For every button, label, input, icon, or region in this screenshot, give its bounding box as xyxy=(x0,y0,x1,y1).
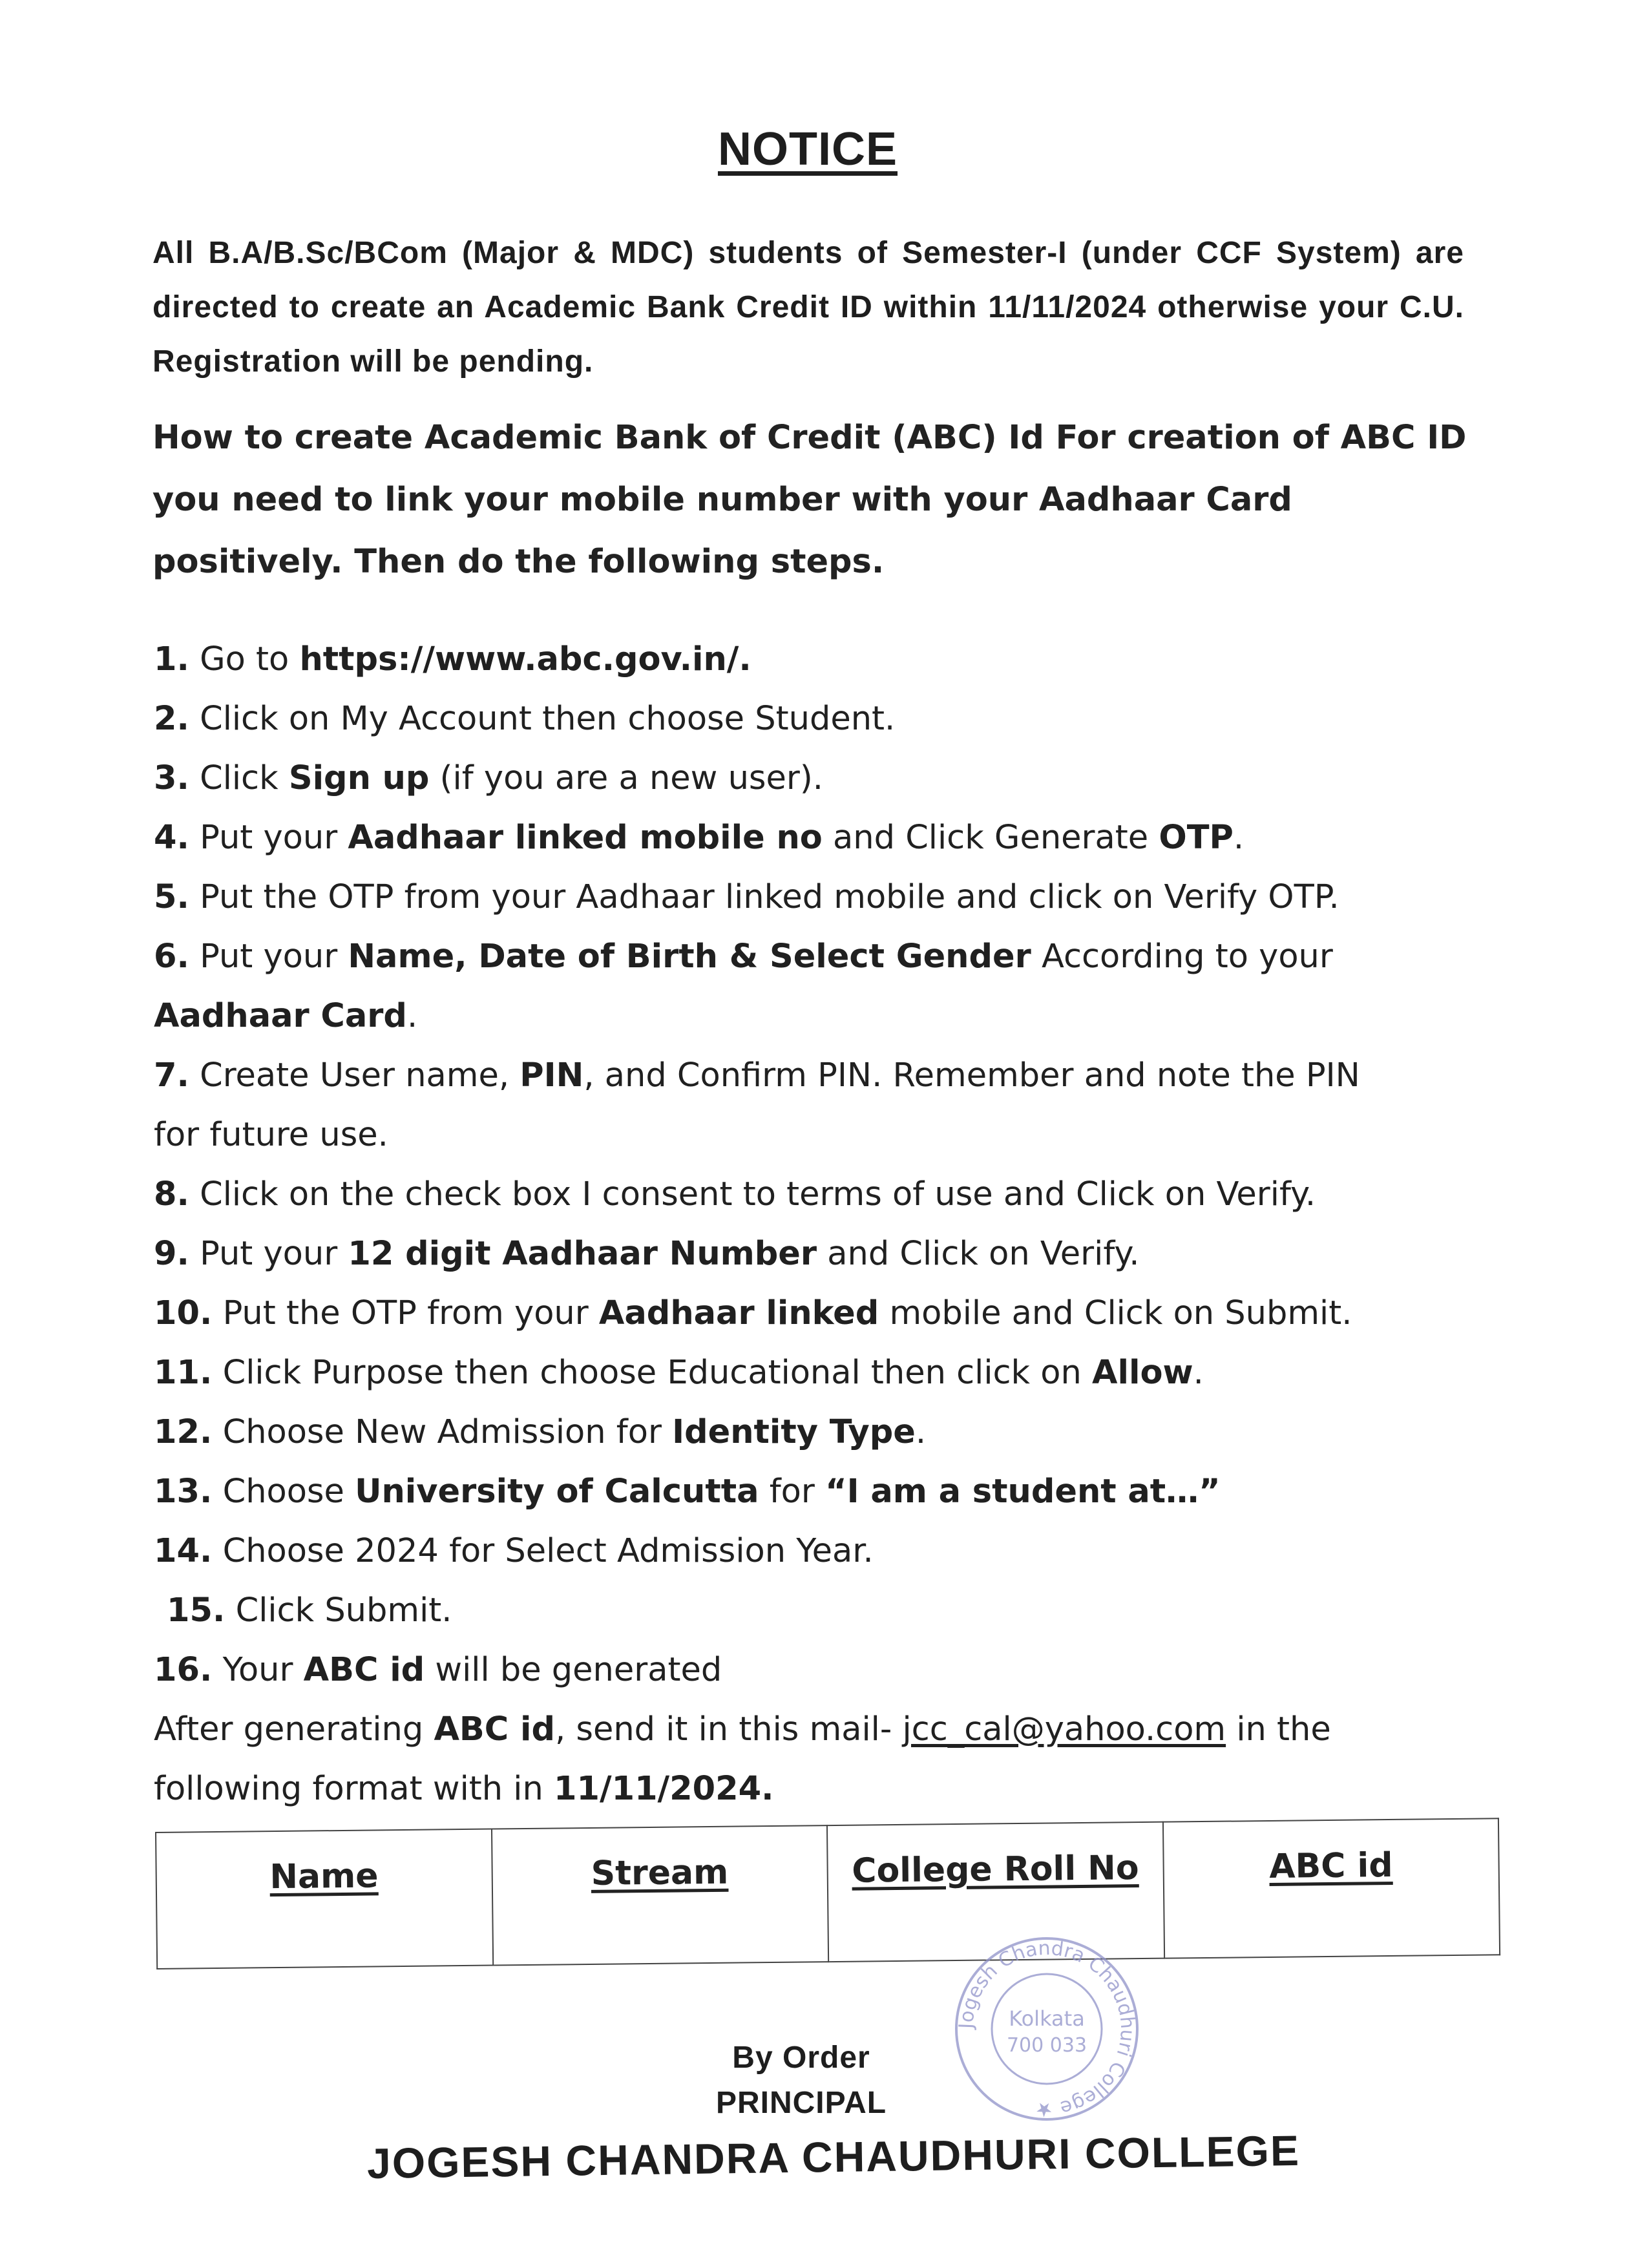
step-line xyxy=(154,1046,1485,1106)
step-number: 7. xyxy=(154,1056,189,1095)
step-emphasis: Name, Date of Birth & Select Gender xyxy=(348,938,1031,976)
college-name: JOGESH CHANDRA CHAUDHURI COLLEGE xyxy=(366,2126,1301,2188)
step-text: . xyxy=(1233,819,1245,857)
after-text-mid: , send it in this mail- xyxy=(554,1710,903,1748)
by-order: By Order xyxy=(732,2041,870,2075)
after-text: After generating xyxy=(154,1710,434,1748)
step-text: (if you are a new user). xyxy=(429,759,823,797)
deadline-date: 11/11/2024. xyxy=(553,1770,774,1808)
step-emphasis: 12 digit Aadhaar Number xyxy=(348,1235,817,1273)
step-number: 1. xyxy=(154,640,189,678)
step-emphasis: “I am a student at…” xyxy=(825,1473,1221,1511)
step-number: 4. xyxy=(154,819,189,857)
step-text: Choose 2024 for Select Admission Year. xyxy=(222,1532,874,1570)
step-emphasis: Aadhaar Card xyxy=(154,997,407,1035)
steps-container xyxy=(154,630,1485,1700)
step-number: 8. xyxy=(154,1175,189,1213)
after-instructions xyxy=(154,1700,1485,1819)
step-text: Put your xyxy=(200,819,348,857)
step-line xyxy=(154,1641,1485,1700)
step-emphasis: ABC id xyxy=(303,1651,425,1689)
step-emphasis: https://www.abc.gov.in/. xyxy=(299,640,751,678)
step-line xyxy=(154,630,1485,689)
step-text: will be generated xyxy=(425,1651,722,1689)
step-line xyxy=(154,1224,1485,1284)
header-college-roll-no: College Roll No xyxy=(827,1822,1164,1962)
step-number: 2. xyxy=(154,700,189,738)
step-text: Put your xyxy=(200,938,348,976)
step-line xyxy=(154,689,1485,749)
step-number: 15. xyxy=(167,1591,226,1630)
step-text: Choose xyxy=(222,1473,355,1511)
step-line xyxy=(154,987,1485,1046)
step-number: 14. xyxy=(154,1532,213,1570)
step-line xyxy=(154,1462,1485,1522)
step-text: and Click on Verify. xyxy=(817,1235,1140,1273)
after-line-1 xyxy=(154,1700,1485,1759)
table-header-row xyxy=(156,1818,1500,1969)
format-table xyxy=(155,1818,1500,1969)
svg-text:700 033: 700 033 xyxy=(1006,2034,1087,2057)
step-text: Choose New Admission for xyxy=(222,1413,673,1451)
step-text: Your xyxy=(222,1651,304,1689)
step-line xyxy=(154,1284,1485,1343)
step-number: 12. xyxy=(154,1413,213,1451)
step-line xyxy=(154,749,1485,808)
after-line-2 xyxy=(154,1759,1485,1819)
step-text: Click Purpose then choose Educational then click on xyxy=(222,1354,1093,1392)
step-text: Click xyxy=(200,759,289,797)
step-number: 16. xyxy=(154,1651,213,1689)
after-format-text: following format with in xyxy=(154,1770,554,1808)
step-text: for future use. xyxy=(154,1116,388,1154)
step-emphasis: Allow xyxy=(1092,1354,1193,1392)
step-line xyxy=(154,868,1485,927)
step-text: . xyxy=(915,1413,927,1451)
step-text: According to your xyxy=(1031,938,1333,976)
header-stream: Stream xyxy=(491,1825,828,1965)
directive-paragraph: All B.A/B.Sc/BCom (Major & MDC) students of Semester-I (under CCF System) are directed to create an Academic Bank Credit ID within 11/11/2024 otherwise your C.U. Registration will be pending. xyxy=(152,236,1464,379)
step-text: mobile and Click on Submit. xyxy=(879,1294,1352,1332)
step-number: 9. xyxy=(154,1235,189,1273)
step-text: Put your xyxy=(200,1235,348,1273)
step-number: 5. xyxy=(154,878,189,916)
step-text: Go to xyxy=(200,640,300,678)
step-line xyxy=(154,1522,1485,1581)
steps-list xyxy=(154,630,1485,1819)
step-emphasis: PIN xyxy=(520,1056,584,1095)
intro-paragraph: How to create Academic Bank of Credit (ABC) Id For creation of ABC ID you need to link your mobile number with your Aadhaar Card positively. Then do the following steps. xyxy=(152,419,1467,581)
step-text: . xyxy=(406,997,418,1035)
step-text: Put the OTP from your Aadhaar linked mobile and click on Verify OTP. xyxy=(200,878,1339,916)
step-text: . xyxy=(1193,1354,1204,1392)
after-text-post: in the xyxy=(1226,1710,1331,1748)
signature-block xyxy=(0,2035,1602,2126)
header-abc-id: ABC id xyxy=(1162,1818,1500,1958)
step-line xyxy=(154,1106,1485,1165)
step-line xyxy=(154,1165,1485,1224)
svg-text:Kolkata: Kolkata xyxy=(1009,2006,1085,2031)
step-text: Click on the check box I consent to terms of use and Click on Verify. xyxy=(200,1175,1316,1213)
step-emphasis: OTP xyxy=(1159,819,1234,857)
step-text: Put the OTP from your xyxy=(222,1294,599,1332)
step-number: 3. xyxy=(154,759,189,797)
step-line xyxy=(154,808,1485,868)
step-emphasis: University of Calcutta xyxy=(355,1473,759,1511)
step-number: 11. xyxy=(154,1354,213,1392)
notice-title: NOTICE xyxy=(717,123,898,175)
step-text: Click Submit. xyxy=(235,1591,452,1630)
after-abc-id: ABC id xyxy=(434,1710,555,1748)
email-link[interactable]: jcc_cal@yahoo.com xyxy=(902,1710,1226,1748)
step-line xyxy=(154,927,1485,987)
principal-label: PRINCIPAL xyxy=(715,2086,887,2120)
step-text: for xyxy=(759,1473,826,1511)
step-emphasis: Aadhaar linked mobile no xyxy=(348,819,823,857)
step-number: 10. xyxy=(154,1294,213,1332)
step-line xyxy=(154,1343,1485,1403)
step-emphasis: Identity Type xyxy=(672,1413,916,1451)
step-text: Click on My Account then choose Student. xyxy=(200,700,896,738)
header-name: Name xyxy=(156,1829,493,1969)
step-number: 6. xyxy=(154,938,189,976)
step-line xyxy=(154,1403,1485,1462)
step-line xyxy=(154,1581,1485,1641)
step-emphasis: Aadhaar linked xyxy=(598,1294,879,1332)
step-text: Create User name, xyxy=(200,1056,520,1095)
svg-text:Jogesh Chandra Chaudhuri Colle: Jogesh Chandra Chaudhuri College ★ xyxy=(954,1937,1139,2121)
step-number: 13. xyxy=(154,1473,213,1511)
step-text: and Click Generate xyxy=(822,819,1159,857)
step-text: , and Confirm PIN. Remember and note the PIN xyxy=(583,1056,1360,1095)
step-emphasis: Sign up xyxy=(288,759,430,797)
